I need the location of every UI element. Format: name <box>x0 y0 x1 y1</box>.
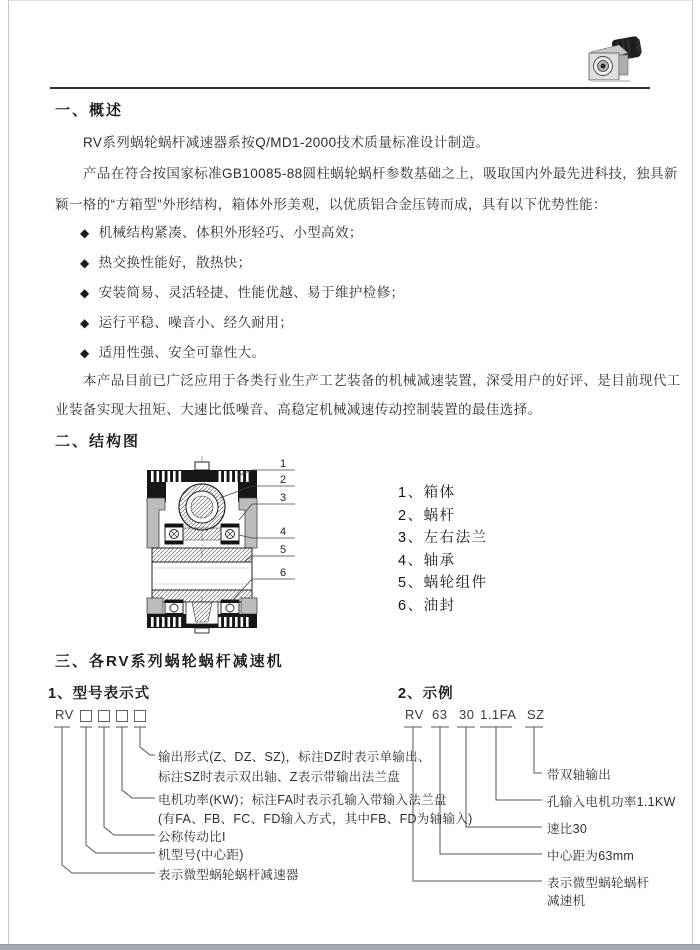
diagram-legend <box>398 482 488 618</box>
housing-bottom <box>147 602 257 633</box>
callout-number-4: 4 <box>280 526 287 538</box>
overview-paragraph-3-line1: 本产品目前已广泛应用于各类行业生产工艺装备的机械减速装置，深受用户的好评、是目前现代工 <box>83 373 681 388</box>
callout-number-6: 6 <box>280 567 287 579</box>
legend-item: 4、轴承 <box>398 552 456 569</box>
top-bolt <box>195 462 209 470</box>
worm-section <box>179 484 225 530</box>
diamond-bullet-icon: ◆ <box>80 286 90 300</box>
legend-item: 2、蜗杆 <box>398 507 456 524</box>
designation-prefix: RV <box>55 707 74 722</box>
feature-text: 机械结构紧凑、体积外形轻巧、小型高效； <box>98 225 363 240</box>
example-code-part: 30 <box>459 707 475 722</box>
designation-placeholder-box <box>116 710 128 722</box>
section1-heading: 一、概述 <box>55 102 124 119</box>
designation-label: 输出形式(Z、DZ、SZ)，标注DZ时表示单输出、 <box>158 750 431 764</box>
feature-text: 热交换性能好，散热快； <box>98 255 252 270</box>
legend-item: 5、蜗轮组件 <box>398 575 488 592</box>
flange-right <box>239 498 257 548</box>
feature-bullet <box>80 341 265 361</box>
example-code-part: 1.1FA <box>480 707 517 722</box>
example-label: 中心距为63mm <box>547 849 635 863</box>
overview-paragraph-1: RV系列蜗轮蜗杆减速器系按Q/MD1-2000技术质量标准设计制造。 <box>83 135 490 150</box>
diamond-bullet-icon: ◆ <box>80 316 90 330</box>
bearing-top-right <box>221 524 239 544</box>
bearing-bottom-right <box>221 600 239 616</box>
feature-text: 安装简易、灵活轻捷、性能优越、易于维护检修； <box>98 285 405 300</box>
callout-number-3: 3 <box>280 492 287 504</box>
structure-diagram <box>140 450 310 635</box>
section3-heading: 三、各RV系列蜗轮蜗杆减速机 <box>55 653 284 670</box>
example-label: 孔输入电机功率1.1KW <box>547 795 676 809</box>
designation-heading: 1、型号表示式 <box>48 686 151 702</box>
product-photo-illustration <box>583 33 645 85</box>
feature-bullet <box>80 311 293 331</box>
designation-placeholder-box <box>134 710 146 722</box>
designation-label: 公称传动比I <box>158 830 226 844</box>
footer-bar <box>0 944 700 950</box>
diamond-bullet-icon: ◆ <box>80 346 90 360</box>
legend-item: 1、箱体 <box>398 485 456 501</box>
example-label: 速比30 <box>547 822 588 836</box>
overview-paragraph-2-line2: 颖一格的“方箱型”外形结构，箱体外形美观，以优质铝合金压铸而成，具有以下优势性能： <box>55 197 607 212</box>
example-label: 表示微型蜗轮蜗杆 <box>547 876 650 890</box>
overview-paragraph-2-line1: 产品在符合按国家标准GB10085-88圆柱蜗轮蜗杆参数基础之上，吸取国内外最先进科技，独具新 <box>83 166 678 181</box>
feature-bullet <box>80 281 404 301</box>
designation-label: (有FA、FB、FC、FD输入方式，其中FB、FD为轴输入) <box>158 812 473 826</box>
section2-heading: 二、结构图 <box>55 433 141 450</box>
flange-bottom-left <box>147 598 163 614</box>
example-label: 减速机 <box>547 894 586 908</box>
diamond-bullet-icon: ◆ <box>80 226 90 240</box>
feature-text: 适用性强、安全可靠性大。 <box>98 345 266 360</box>
callout-number-1: 1 <box>280 458 287 470</box>
feature-text: 运行平稳、噪音小、经久耐用； <box>98 315 294 330</box>
designation-label: 表示微型蜗轮蜗杆减速器 <box>158 868 299 882</box>
feature-bullet <box>80 221 363 241</box>
legend-item: 3、左右法兰 <box>398 530 488 547</box>
designation-label: 机型号(中心距) <box>158 848 244 862</box>
example-code-part: 63 <box>432 707 448 722</box>
bearing-top-left <box>165 524 183 544</box>
designation-label: 电机功率(KW)；标注FA时表示孔输入带输入法兰盘 <box>158 793 447 807</box>
example-code-part: RV <box>405 707 424 722</box>
flange-bottom-right <box>241 598 257 614</box>
flange-left <box>147 498 165 548</box>
worm-wheel-assembly <box>152 548 252 602</box>
feature-bullet <box>80 251 252 271</box>
overview-paragraph-3-line2: 业装备实现大扭矩、大速比低噪音、高稳定机械减速传动控制装置的最佳选择。 <box>55 402 542 417</box>
example-label: 带双轴输出 <box>547 768 612 782</box>
worm-shaft <box>183 528 221 540</box>
example-code-part: SZ <box>527 707 545 722</box>
designation-placeholder-box <box>98 710 110 722</box>
bearing-bottom-left <box>165 600 183 616</box>
diamond-bullet-icon: ◆ <box>80 256 90 270</box>
callout-number-5: 5 <box>280 544 287 556</box>
legend-item: 6、油封 <box>398 597 456 614</box>
designation-label: 标注SZ时表示双出轴、Z表示带输出法兰盘 <box>158 770 401 784</box>
example-heading: 2、示例 <box>398 686 454 702</box>
header-rule <box>50 87 650 89</box>
designation-placeholder-box <box>80 710 92 722</box>
callout-number-2: 2 <box>280 474 287 486</box>
